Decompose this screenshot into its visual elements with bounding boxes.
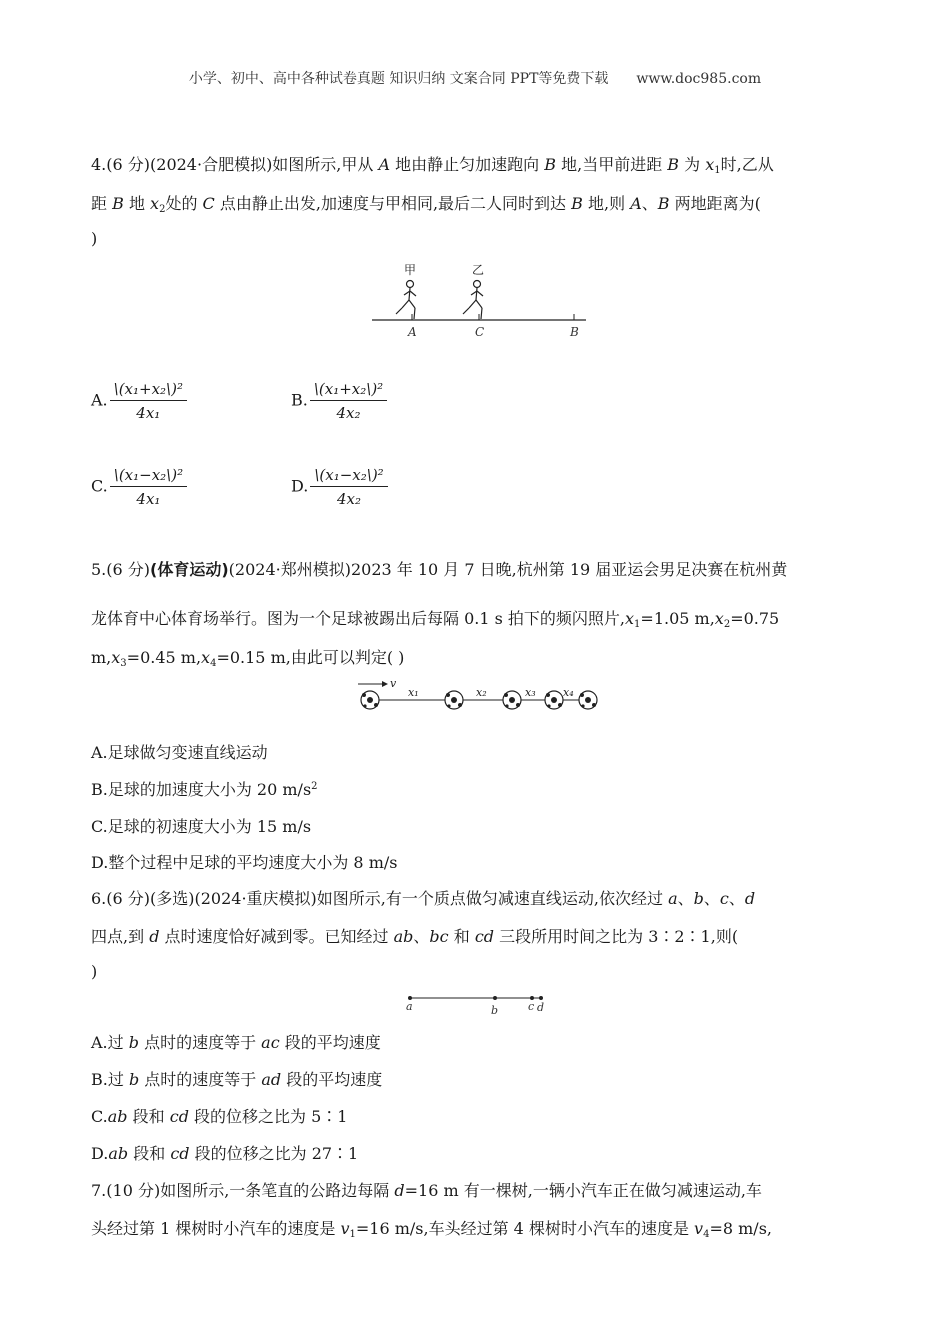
q4-option-b: B. $\frac{\text{\textbackslash{}(x₁+x₂\textbackslash{})²}}{\text{4x₂}}$	[291, 380, 387, 422]
q7-line2: 头经过第 1 棵树时小汽车的速度是 $v_1=16$ m/s,车头经过第 4 棵树时小汽车的速度是 $v_4=8$ m/s,	[91, 1219, 772, 1240]
q5-line3: $m,x_3=0.45$ $m,x_4=0.15$ m,由此可以判定( )	[91, 648, 405, 669]
figure-label-yi: 乙	[472, 263, 485, 277]
q4-line2: 距 B 地 $x_2$处的 C 点由静止出发,加速度与甲相同,最后二人同时到达 B 地,则 A、B 两地距离为(	[91, 194, 761, 215]
q4-option-a: A. $\frac{\text{\textbackslash{}(x₁+x₂\textbackslash{})²}}{\text{4x₁}}$	[91, 380, 187, 422]
soccer-ball-icon	[503, 691, 521, 709]
segment-label-x4: x₄	[563, 686, 574, 699]
header-text: 小学、初中、高中各种试卷真题 知识归纳 文案合同 PPT等免费下载	[188, 71, 609, 87]
header-url: www.doc985.com	[636, 71, 762, 87]
point-a-label: a	[406, 1000, 413, 1013]
q5-line1: 5.(6 分)(体育运动)(2024·郑州模拟)2023 年 10 月 7 日晚,杭州第 19 届亚运会男足决赛在杭州黄	[91, 560, 788, 579]
q6-option-d: D.ab 段和 cd 段的位移之比为 27∶1	[91, 1144, 359, 1163]
q4-option-c: C. $\frac{\text{\textbackslash{}(x₁−x₂\textbackslash{})²}}{\text{4x₁}}$	[91, 466, 187, 508]
q6-line2: 四点,到 d 点时速度恰好减到零。已知经过 ab、bc 和 cd 三段所用时间之比为 3∶2∶1,则(	[91, 927, 739, 946]
q6-option-c: C.ab 段和 cd 段的位移之比为 5∶1	[91, 1107, 348, 1126]
segment-label-x2: x₂	[476, 686, 487, 699]
soccer-ball-icon	[361, 691, 379, 709]
runner-yi-icon	[463, 281, 483, 320]
segment-label-x1: x₁	[408, 686, 419, 699]
q5-option-b: B.足球的加速度大小为 20 $m/s^2$	[91, 780, 318, 799]
point-d-label: d	[537, 1001, 545, 1014]
soccer-ball-icon	[579, 691, 597, 709]
q6-line3: )	[91, 962, 98, 981]
q7-line1: 7.(10 分)如图所示,一条笔直的公路边每隔 d=16 m 有一棵树,一辆小汽车正在做匀减速运动,车	[91, 1181, 762, 1200]
figure-point-A: A	[408, 325, 417, 339]
q5-option-d: D.整个过程中足球的平均速度大小为 8 m/s	[91, 853, 398, 872]
q4-line3: )	[91, 229, 98, 248]
figure-point-B: B	[570, 325, 579, 339]
q6-option-a: A.过 b 点时的速度等于 ac 段的平均速度	[91, 1033, 381, 1052]
q4-figure	[368, 262, 590, 344]
q6-line1: 6.(6 分)(多选)(2024·重庆模拟)如图所示,有一个质点做匀减速直线运动,依次经过 a、b、c、d	[91, 889, 756, 908]
q4-line1: 4.(6 分)(2024·合肥模拟)如图所示,甲从 A 地由静止匀加速跑向 B 地,当甲前进距 B 为 $x_1$时,乙从	[91, 155, 774, 176]
segment-label-x3: x₃	[525, 686, 536, 699]
q5-option-c: C.足球的初速度大小为 15 m/s	[91, 817, 312, 836]
runner-jia-icon	[396, 281, 416, 320]
q4-option-d: D. $\frac{\text{\textbackslash{}(x₁−x₂\textbackslash{})²}}{\text{4x₂}}$	[291, 466, 388, 508]
soccer-ball-icon	[545, 691, 563, 709]
velocity-label: v	[390, 677, 397, 690]
point-b-label: b	[491, 1004, 499, 1016]
q6-figure	[400, 992, 552, 1016]
page-header	[0, 68, 950, 88]
soccer-ball-icon	[445, 691, 463, 709]
q5-line2: 龙体育中心体育场举行。图为一个足球被踢出后每隔 0.1 s 拍下的频闪照片$,x_1=1.05$ $m,x_2=0.75$	[91, 609, 780, 630]
q6-option-b: B.过 b 点时的速度等于 ad 段的平均速度	[91, 1070, 383, 1089]
figure-label-jia: 甲	[404, 263, 417, 277]
q5-option-a: A.足球做匀变速直线运动	[91, 743, 268, 762]
point-c-label: c	[528, 1000, 535, 1013]
figure-point-C: C	[475, 325, 485, 339]
q5-figure	[354, 676, 604, 714]
